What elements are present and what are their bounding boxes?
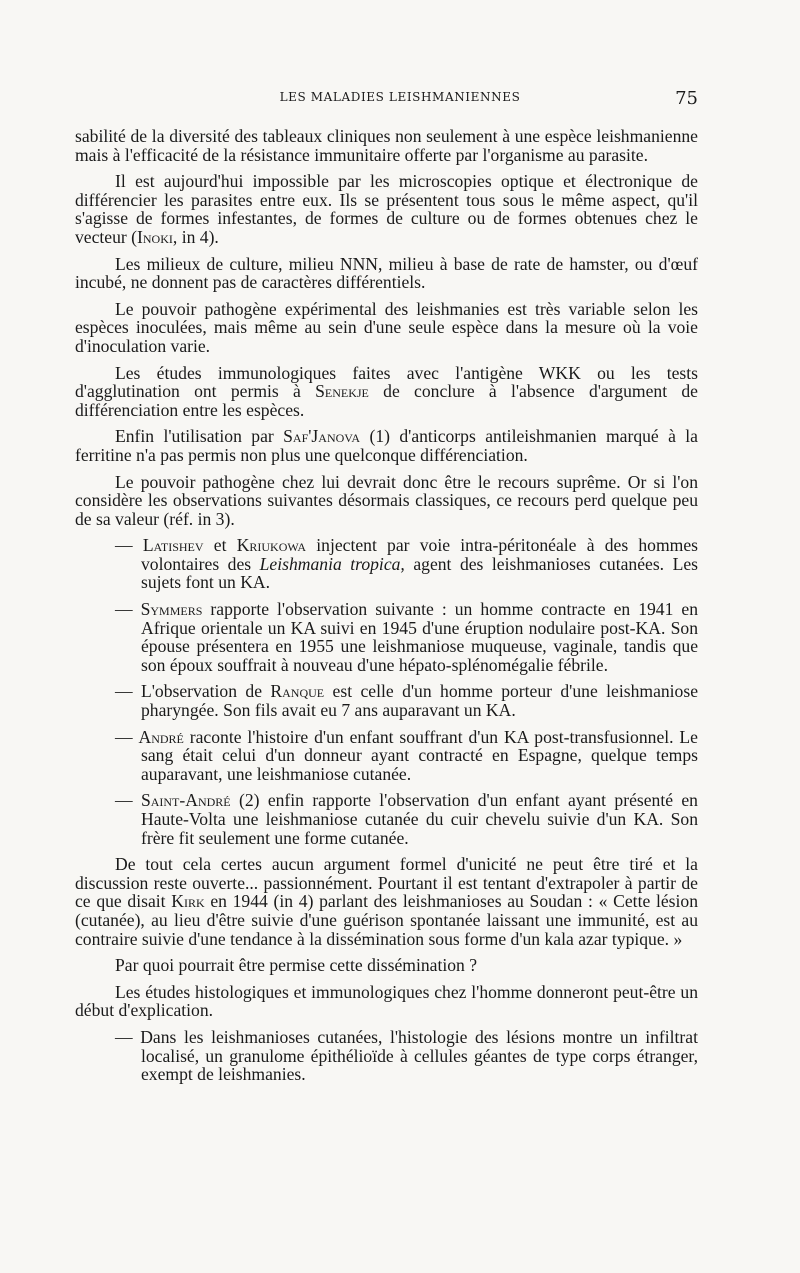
dash-mark: — [115, 790, 133, 811]
author-name: André [138, 726, 184, 747]
text-run: Les études immunologiques faites avec l'antigène WKK ou les tests d'agglutination ont permis à [75, 362, 698, 402]
text-run: Enfin l'utilisation par [115, 426, 284, 447]
text-run: Dans les leishmanioses cutanées, l'histologie des lésions montre un infiltrat localisé, un granulome épithélioïde à cellules géantes de type corps étranger, exempt de leishmanies. [140, 1026, 698, 1085]
dash-mark: — [115, 1026, 133, 1047]
dash-item [75, 536, 698, 592]
running-head [0, 88, 800, 110]
page-number: 75 [675, 88, 698, 109]
author-name: Senekje [315, 381, 369, 402]
running-title: LES MALADIES LEISHMANIENNES [279, 90, 521, 104]
paragraph [75, 855, 698, 948]
dash-mark: — [115, 599, 133, 620]
text-run: , in 4). [172, 226, 219, 247]
text-run: Il est aujourd'hui impossible par les microscopies optique et électronique de différencier les parasites entre eux. Ils se présentent tous sous le même aspect, qu'il s'agisse de formes infestantes, de formes de culture ou de formes obtenues chez le vecteur ( [75, 171, 698, 247]
author-name: Kirk [171, 891, 205, 912]
author-name: Inoki [137, 226, 173, 247]
author-name: Saf'Janova [283, 426, 361, 447]
paragraph [75, 956, 698, 975]
paragraph [75, 364, 698, 420]
dash-mark: — [115, 726, 133, 747]
paragraph [75, 983, 698, 1020]
author-name: Kriukowa [236, 535, 307, 556]
paragraph [75, 172, 698, 246]
text-run: de conclure à l'absence d'argument de différenciation entre les espèces. [75, 381, 698, 420]
text-run: Le pouvoir pathogène expérimental des leishmanies est très variable selon les espèces inoculées, mais même au sein d'une seule espèce dans la mesure où la voie d'inoculation varie. [75, 298, 698, 356]
text-run: sabilité de la diversité des tableaux cliniques non seulement à une espèce leishmanienne mais à l'efficacité de la résistance immunitaire offerte par l'organisme au parasite. [75, 126, 698, 165]
species-name: Leishmania tropica, [259, 553, 405, 574]
text-run: Les milieux de culture, milieu NNN, milieu à base de rate de hamster, ou d'œuf incubé, ne donnent pas de caractères différentiels. [75, 253, 698, 293]
author-name: Symmers [140, 599, 203, 620]
author-name: Ranque [270, 681, 325, 702]
text-run: Le pouvoir pathogène chez lui devrait donc être le recours suprême. Or si l'on considère les observations suivantes désormais classiques, ce recours perd quelque peu de sa valeur (réf. in 3). [75, 471, 698, 529]
dash-item [75, 600, 698, 674]
dash-mark: — [115, 535, 133, 556]
text-run: rapporte l'observation suivante : un homme contracte en 1941 en Afrique orientale un KA suivi en 1945 d'une éruption nodulaire post-KA. Son épouse présentera en 1955 une leishmaniose muqueuse, vaginale, tandis que son époux souffrait à nouveau d'une hépato-splénomégalie fébrile. [141, 599, 698, 675]
text-run: injectent par voie intra-péritonéale à des hommes volontaires des [141, 535, 698, 574]
text-run: et [203, 535, 237, 556]
text-run: Par quoi pourrait être permise cette dissémination ? [115, 955, 478, 976]
author-name: Saint-André [140, 790, 231, 811]
paragraph [75, 300, 698, 356]
text-run: (1) d'anticorps antileishmanien marqué à la ferritine n'a pas permis non plus une quelconque différenciation. [75, 426, 698, 465]
text-run: est celle d'un homme porteur d'une leishmaniose pharyngée. Son fils avait eu 7 ans auparavant un KA. [141, 681, 699, 721]
paragraph [75, 127, 698, 164]
author-name: Latishev [142, 535, 204, 556]
text-run: raconte l'histoire d'un enfant souffrant d'un KA post-transfusionnel. Le sang était celui d'un donneur ayant contracté en Espagne, quelque temps auparavant, une leishmaniose cutanée. [141, 726, 698, 784]
dash-item [75, 682, 698, 719]
text-run: L'observation de [141, 681, 271, 702]
body-text [75, 127, 698, 1092]
paragraph [75, 473, 698, 529]
paragraph [75, 255, 698, 292]
dash-item [75, 728, 698, 784]
text-run: agent des leishmanioses cutanées. Les sujets font un KA. [141, 553, 698, 593]
dash-item [75, 791, 698, 847]
dash-item [75, 1028, 698, 1084]
text-run: (2) enfin rapporte l'observation d'un enfant ayant présenté en Haute-Volta une leishmaniose cutanée du cuir chevelu suivie d'un KA. Son frère fit seulement une forme cutanée. [141, 790, 698, 848]
text-run: Les études histologiques et immunologiques chez l'homme donneront peut-être un début d'explication. [75, 981, 698, 1021]
text-run: en 1944 (in 4) parlant des leishmanioses au Soudan : « Cette lésion (cutanée), au lieu d'être suivie d'une guérison spontanée laissant une immunité, est au contraire suivie d'une tendance à la dissémination sous forme d'un kala azar typique. » [75, 891, 698, 949]
paragraph [75, 427, 698, 464]
text-run: De tout cela certes aucun argument formel d'unicité ne peut être tiré et la discussion reste ouverte... passionnément. Pourtant il est tentant d'extrapoler à partir de ce que disait [75, 854, 698, 912]
dash-mark: — [115, 681, 133, 702]
